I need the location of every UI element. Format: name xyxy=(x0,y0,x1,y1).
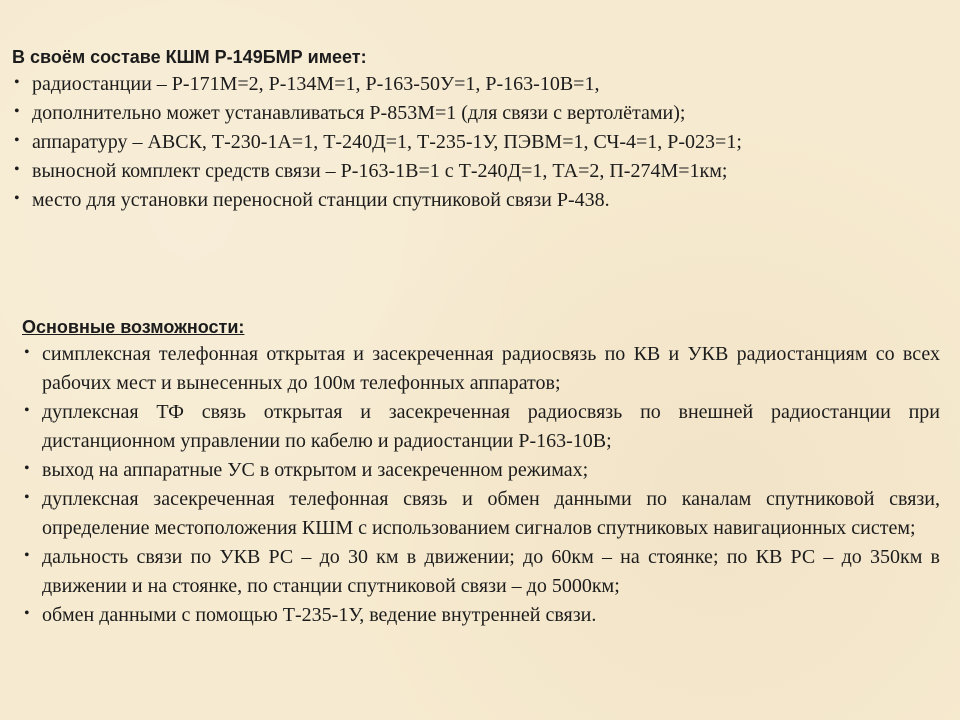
bullet-icon: • xyxy=(24,344,30,361)
bullet-icon: • xyxy=(14,103,20,120)
capabilities-list xyxy=(22,340,940,630)
list-item: • выносной комплект средств связи – Р-163-1В=1 с Т-240Д=1, ТА=2, П-274М=1км; xyxy=(12,157,930,186)
list-item: • аппаратуру – АВСК, Т-230-1А=1, Т-240Д=1, Т-235-1У, ПЭВМ=1, СЧ-4=1, Р-023=1; xyxy=(12,128,930,157)
bullet-icon: • xyxy=(24,605,30,622)
list-item: • дальность связи по УКВ РС – до 30 км в движении; до 60км – на стоянке; по КВ РС – до 350км в движении и на стоянке, по станции спутниковой связи – до 5000км; xyxy=(22,543,940,601)
list-item: • обмен данными с помощью Т-235-1У, ведение внутренней связи. xyxy=(22,601,940,630)
bullet-icon: • xyxy=(14,132,20,149)
composition-heading: В своём составе КШМ Р-149БМР имеет: xyxy=(12,47,367,67)
composition-section xyxy=(12,44,930,215)
capabilities-section xyxy=(22,314,940,630)
list-item: • дуплексная ТФ связь открытая и засекреченная радиосвязь по внешней радиостанции при дистанционном управлении по кабелю и радиостанции Р-163-10В; xyxy=(22,398,940,456)
bullet-icon: • xyxy=(14,161,20,178)
composition-list xyxy=(12,70,930,215)
list-item: • дуплексная засекреченная телефонная связь и обмен данными по каналам спутниковой связи, определение местоположения КШМ с использованием сигналов спутниковых навигационных систем; xyxy=(22,485,940,543)
bullet-icon: • xyxy=(24,489,30,506)
list-item: • выход на аппаратные УС в открытом и засекреченном режимах; xyxy=(22,456,940,485)
capabilities-heading: Основные возможности: xyxy=(22,317,245,337)
list-item: • симплексная телефонная открытая и засекреченная радиосвязь по КВ и УКВ радиостанциям со всех рабочих мест и вынесенных до 100м телефонных аппаратов; xyxy=(22,340,940,398)
list-item: • радиостанции – Р-171М=2, Р-134М=1, Р-163-50У=1, Р-163-10В=1, xyxy=(12,70,930,99)
bullet-icon: • xyxy=(24,547,30,564)
bullet-icon: • xyxy=(24,460,30,477)
bullet-icon: • xyxy=(24,402,30,419)
bullet-icon: • xyxy=(14,74,20,91)
list-item: • место для установки переносной станции спутниковой связи Р-438. xyxy=(12,186,930,215)
bullet-icon: • xyxy=(14,190,20,207)
list-item: • дополнительно может устанавливаться Р-853М=1 (для связи с вертолётами); xyxy=(12,99,930,128)
